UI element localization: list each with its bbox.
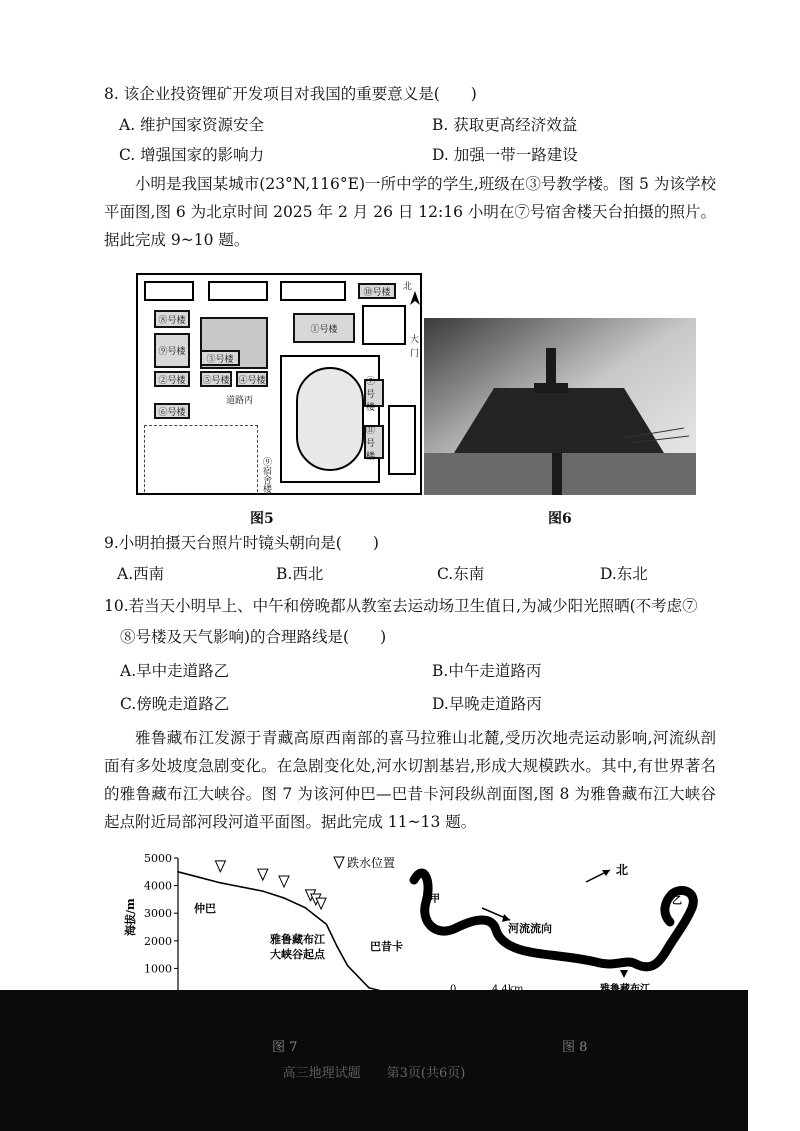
building-10: ⑩号楼 bbox=[358, 283, 396, 299]
scan-dark-band bbox=[0, 990, 748, 1131]
figure-6-caption: 图6 bbox=[548, 511, 572, 527]
q10-stem-line2: ⑧号楼及天气影响)的合理路线是( ) bbox=[120, 628, 387, 646]
y-axis-label: 海拔/m bbox=[124, 898, 137, 936]
y-tick-label: 5000 bbox=[144, 852, 172, 865]
q10-option-c: C.傍晚走道路乙 bbox=[120, 695, 230, 713]
label-jia: 甲 bbox=[430, 894, 440, 905]
label-baxika: 巴昔卡 bbox=[370, 940, 403, 953]
figure-5-caption: 图5 bbox=[250, 511, 274, 527]
y-tick-label: 1000 bbox=[144, 962, 172, 976]
y-tick-label: 2000 bbox=[144, 934, 172, 948]
north-arrow-icon bbox=[410, 291, 420, 305]
q8-stem: 8. 该企业投资锂矿开发项目对我国的重要意义是( ) bbox=[104, 85, 477, 103]
q10-option-a: A.早中走道路乙 bbox=[120, 662, 230, 680]
gorge-label-line1: 雅鲁藏布江 bbox=[270, 933, 325, 946]
building-2: ②号楼 bbox=[154, 371, 190, 387]
profile-point bbox=[241, 886, 243, 888]
waterfall-marker bbox=[316, 898, 326, 909]
building-6: ⑥号楼 bbox=[154, 403, 190, 419]
q8-option-b: B. 获取更高经济效益 bbox=[432, 116, 578, 134]
waterfall-legend-icon bbox=[334, 857, 344, 868]
running-track bbox=[296, 367, 364, 471]
profile-point bbox=[347, 965, 349, 967]
q8-option-d: D. 加强一带一路建设 bbox=[432, 146, 578, 164]
page-footer: 高三地理试题 第3页(共6页) bbox=[282, 1066, 466, 1081]
profile-point bbox=[283, 897, 285, 899]
profile-point bbox=[262, 890, 264, 892]
y-tick-label: 4000 bbox=[144, 879, 172, 893]
building-outline bbox=[362, 305, 406, 345]
building-9: ⑨号楼 bbox=[154, 333, 190, 368]
north-label: 北 bbox=[616, 863, 629, 877]
building-outline bbox=[208, 281, 268, 301]
building-4: ④号楼 bbox=[236, 371, 268, 387]
waterfall-marker bbox=[279, 876, 289, 887]
gorge-start-marker-icon bbox=[620, 970, 628, 978]
label-yi: 乙 bbox=[672, 896, 682, 907]
flow-label: 河流流向 bbox=[508, 922, 552, 935]
q8-option-a: A. 维护国家资源安全 bbox=[119, 116, 265, 134]
waterfall-marker bbox=[258, 869, 268, 880]
profile-point bbox=[336, 946, 338, 948]
building-3: ③号楼 bbox=[200, 350, 240, 366]
dorm-label: ⑨宿舍楼 bbox=[261, 457, 271, 493]
building-1: ①号楼 bbox=[293, 313, 355, 343]
building-11: ⑪号楼 bbox=[364, 425, 384, 459]
profile-point bbox=[368, 987, 370, 989]
q9-option-b: B.西北 bbox=[276, 565, 324, 583]
north-label: 北 bbox=[403, 282, 413, 292]
q9-option-d: D.东北 bbox=[600, 565, 648, 583]
dashed-area bbox=[144, 425, 258, 495]
y-tick-label: 3000 bbox=[144, 907, 172, 921]
q10-option-b: B.中午走道路丙 bbox=[432, 662, 542, 680]
waterfall-marker bbox=[215, 861, 225, 872]
figure-7-caption: 图 7 bbox=[272, 1040, 298, 1055]
figure-5-school-plan bbox=[136, 273, 422, 495]
building-8: ⑧号楼 bbox=[154, 310, 190, 328]
building-7: ⑦号楼 bbox=[364, 379, 384, 407]
profile-point bbox=[315, 915, 317, 917]
river-channel bbox=[414, 873, 693, 967]
building-outline bbox=[144, 281, 194, 301]
profile-point bbox=[326, 923, 328, 925]
intro-11-13: 雅鲁藏布江发源于青藏高原西南部的喜马拉雅山北麓,受历次地壳运动影响,河流纵剖面有多处坡度急剧变化。在急剧变化处,河水切割基岩,形成大规模跌水。其中,有世界著名的雅鲁藏布江大峡谷。图 7 为该河仲巴—巴昔卡河段纵剖面图,图 8 为雅鲁藏布江大峡谷起点附近局部河段河道平面图。据此完成 11~13 题。 bbox=[104, 729, 716, 831]
gorge-label-line2: 大峡谷起点 bbox=[270, 948, 325, 961]
figure-8-river-plan bbox=[400, 852, 730, 1012]
building-outline bbox=[388, 405, 416, 475]
q9-option-a: A.西南 bbox=[117, 565, 165, 583]
q10-option-d: D.早晚走道路丙 bbox=[432, 695, 542, 713]
q9-option-c: C.东南 bbox=[437, 565, 485, 583]
gate-label: 大 门 bbox=[410, 335, 420, 359]
profile-point bbox=[198, 877, 200, 879]
q10-stem-line1: 10.若当天小明早上、中午和傍晚都从教室去运动场卫生值日,为减少阳光照晒(不考虑⑦ bbox=[104, 597, 698, 615]
q8-option-c: C. 增强国家的影响力 bbox=[119, 146, 265, 164]
intro-9-10: 小明是我国某城市(23°N,116°E)一所中学的学生,班级在③号教学楼。图 5 为该学校平面图,图 6 为北京时间 2025 年 2 月 26 日 12:16 小明在⑦号宿舍楼天台拍摄的照片。据此完成 9~10 题。 bbox=[104, 175, 716, 249]
figure-6-photo bbox=[424, 318, 696, 495]
q9-stem: 9.小明拍摄天台照片时镜头朝向是( ) bbox=[104, 534, 379, 552]
road-bing-label: 道路丙 bbox=[226, 396, 254, 406]
figure-8-caption: 图 8 bbox=[562, 1040, 588, 1055]
profile-point bbox=[220, 882, 222, 884]
label-zhongba: 仲巴 bbox=[194, 902, 216, 915]
profile-point bbox=[304, 907, 306, 909]
profile-point bbox=[177, 871, 179, 873]
flow-arrowhead-icon bbox=[502, 914, 510, 922]
legend-label: 跌水位置 bbox=[347, 856, 396, 870]
building-outline bbox=[280, 281, 346, 301]
building-5: ⑤号楼 bbox=[200, 371, 232, 387]
